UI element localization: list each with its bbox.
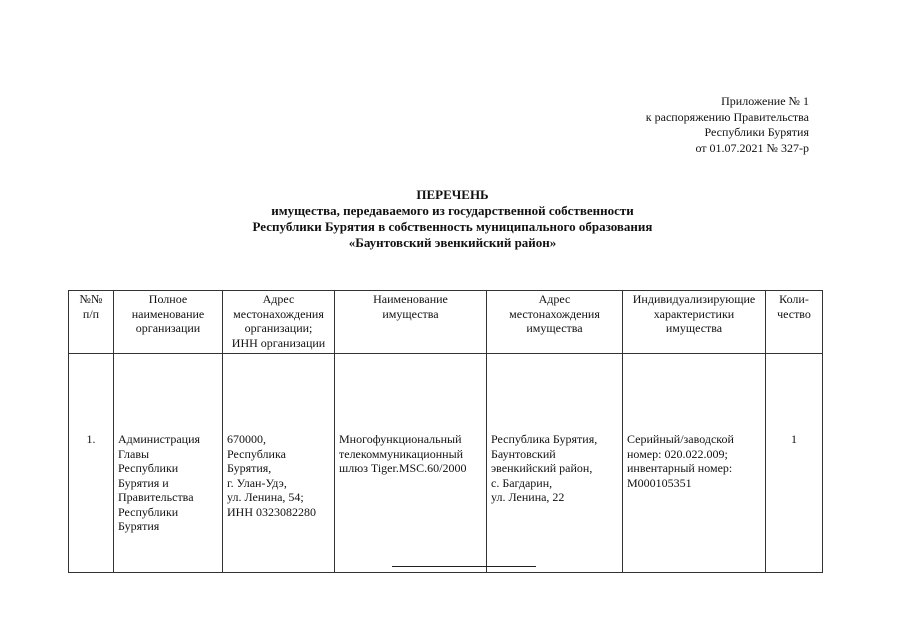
- title-line-3: Республики Бурятия в собственность муниципального образования: [252, 219, 653, 234]
- title-line-4: «Баунтовский эвенкийский район»: [348, 235, 557, 250]
- header-org-address: Адрес местонахождения организации; ИНН организации: [223, 291, 335, 354]
- separator-line: [392, 566, 536, 567]
- cell-number: 1.: [69, 354, 114, 573]
- header-property-name: Наименование имущества: [335, 291, 487, 354]
- header-org-name: Полное наименование организации: [114, 291, 223, 354]
- cell-org-address: 670000, Республика Бурятия, г. Улан-Удэ, ул. Ленина, 54; ИНН 0323082280: [223, 354, 335, 573]
- property-table: [68, 290, 823, 573]
- title-line-2: имущества, передаваемого из государственной собственности: [271, 203, 634, 218]
- cell-property-address: Республика Бурятия, Баунтовский эвенкийский район, с. Багдарин, ул. Ленина, 22: [487, 354, 623, 573]
- appendix-line-3: Республики Бурятия: [704, 125, 809, 139]
- cell-quantity: 1: [766, 354, 823, 573]
- appendix-line-2: к распоряжению Правительства: [645, 109, 809, 124]
- cell-org-name: Администрация Главы Республики Бурятия и Правительства Республики Бурятия: [114, 354, 223, 573]
- document-title: [0, 187, 905, 251]
- header-property-address: Адрес местонахождения имущества: [487, 291, 623, 354]
- appendix-line-4: от 01.07.2021 № 327-р: [695, 140, 809, 155]
- appendix-header: [509, 94, 809, 156]
- cell-characteristics: Серийный/заводской номер: 020.022.009; инвентарный номер: М000105351: [623, 354, 766, 573]
- title-line-1: ПЕРЕЧЕНЬ: [416, 187, 489, 202]
- header-characteristics: Индивидуализирующие характеристики имущества: [623, 291, 766, 354]
- table-row: [69, 354, 823, 573]
- header-quantity: Коли- чество: [766, 291, 823, 354]
- appendix-line-1: Приложение № 1: [721, 94, 809, 108]
- table-header-row: [69, 291, 823, 354]
- cell-property-name: Многофункциональный телекоммуникационный шлюз Tiger.MSC.60/2000: [335, 354, 487, 573]
- header-number: №№ п/п: [69, 291, 114, 354]
